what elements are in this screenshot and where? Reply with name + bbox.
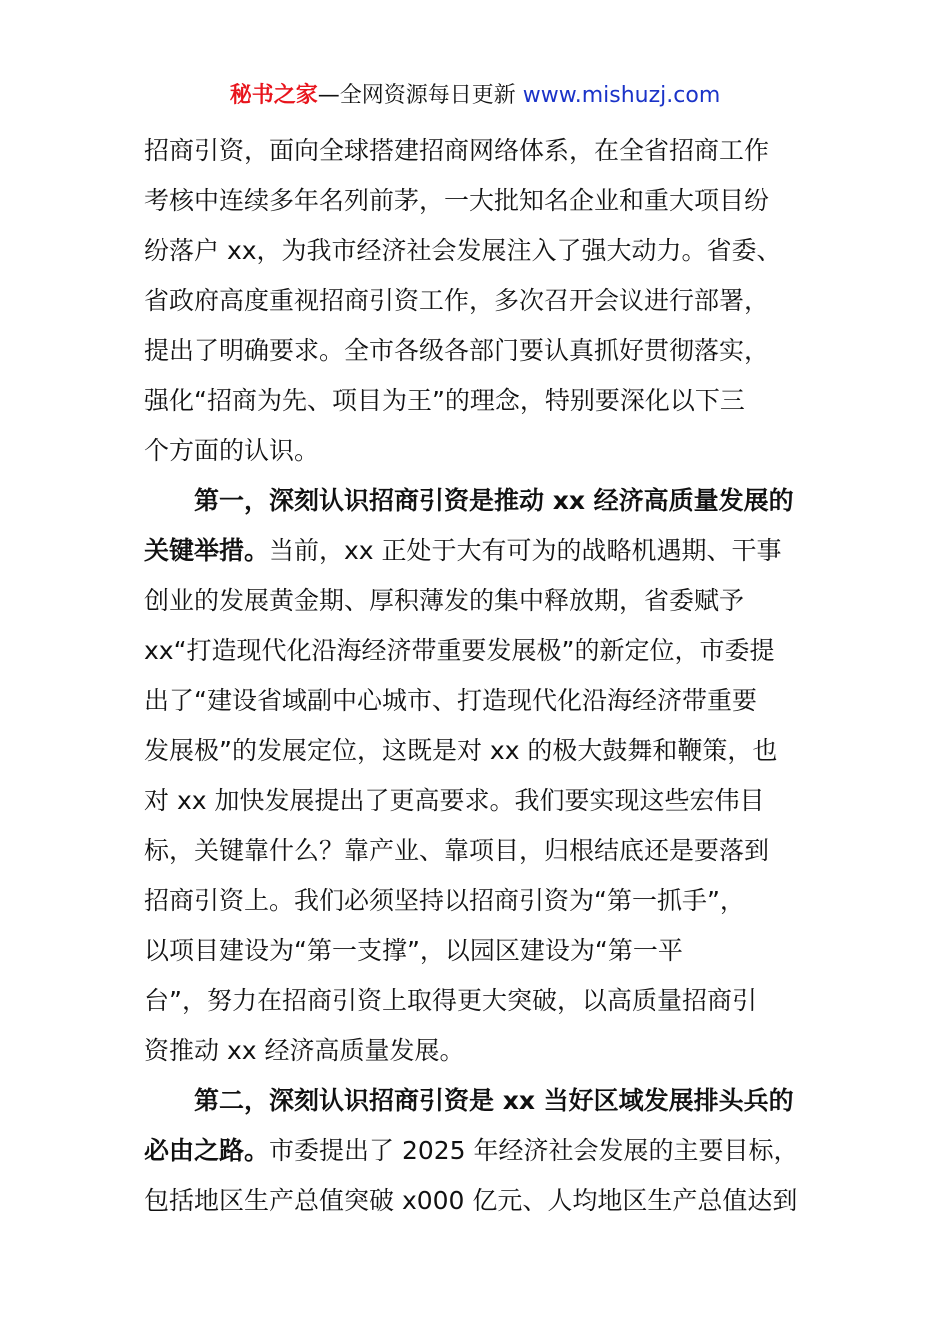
header-brand: 秘书之家 bbox=[229, 83, 318, 108]
text-line bbox=[144, 926, 808, 976]
body-text-run: 台”，努力在招商引资上取得更大突破，以高质量招商引 bbox=[144, 986, 757, 1015]
text-line bbox=[144, 1076, 808, 1126]
text-line bbox=[144, 426, 808, 476]
body-text-run: 包括地区生产总值突破 x000 亿元、人均地区生产总值达到 bbox=[144, 1186, 798, 1215]
body-text-run: 强化“招商为先、项目为王”的理念，特别要深化以下三 bbox=[144, 386, 745, 415]
text-line bbox=[144, 1176, 808, 1226]
bold-heading-text: 必由之路。 bbox=[144, 1136, 270, 1165]
body-text-run: 市委提出了 2025 年经济社会发展的主要目标， bbox=[269, 1136, 799, 1165]
bold-heading-text: 关键举措。 bbox=[144, 536, 270, 565]
body-text-run: 省政府高度重视招商引资工作，多次召开会议进行部署， bbox=[144, 286, 770, 315]
body-text-run: 个方面的认识。 bbox=[144, 436, 320, 465]
body-text-run: 纷落户 xx，为我市经济社会发展注入了强大动力。省委、 bbox=[144, 236, 782, 265]
text-line bbox=[144, 376, 808, 426]
text-line bbox=[144, 876, 808, 926]
text-line bbox=[144, 276, 808, 326]
body-text-run: 标，关键靠什么？靠产业、靠项目，归根结底还是要落到 bbox=[144, 836, 770, 865]
body-text-run: 对 xx 加快发展提出了更高要求。我们要实现这些宏伟目 bbox=[144, 786, 765, 815]
bold-heading-text: 第一，深刻认识招商引资是推动 xx 经济高质量发展的 bbox=[194, 486, 794, 515]
text-line bbox=[144, 776, 808, 826]
body-text-run: 创业的发展黄金期、厚积薄发的集中释放期，省委赋予 bbox=[144, 586, 745, 615]
text-line bbox=[144, 576, 808, 626]
text-line bbox=[144, 126, 808, 176]
body-text-run: 招商引资，面向全球搭建招商网络体系，在全省招商工作 bbox=[144, 136, 770, 165]
bold-heading-text: 第二，深刻认识招商引资是 xx 当好区域发展排头兵的 bbox=[194, 1086, 794, 1115]
text-line bbox=[144, 676, 808, 726]
text-line bbox=[144, 626, 808, 676]
body-text-run: 提出了明确要求。全市各级各部门要认真抓好贯彻落实， bbox=[144, 336, 770, 365]
text-line bbox=[144, 476, 808, 526]
body-text-run: xx“打造现代化沿海经济带重要发展极”的新定位，市委提 bbox=[144, 636, 775, 665]
text-line bbox=[144, 1026, 808, 1076]
header-tagline: —全网资源每日更新 bbox=[317, 83, 523, 108]
body-text-run: 资推动 xx 经济高质量发展。 bbox=[144, 1036, 465, 1065]
text-line bbox=[144, 826, 808, 876]
watermark-header bbox=[0, 80, 950, 112]
body-text-run: 以项目建设为“第一支撑”，以园区建设为“第一平 bbox=[144, 936, 683, 965]
header-site-link[interactable]: www.mishuzj.com bbox=[522, 83, 721, 108]
text-line bbox=[144, 726, 808, 776]
text-line bbox=[144, 226, 808, 276]
body-text-run: 当前，xx 正处于大有可为的战略机遇期、干事 bbox=[269, 536, 782, 565]
body-text-run: 出了“建设省域副中心城市、打造现代化沿海经济带重要 bbox=[144, 686, 757, 715]
body-text-run: 考核中连续多年名列前茅，一大批知名企业和重大项目纷 bbox=[144, 186, 770, 215]
text-line bbox=[144, 976, 808, 1026]
document-body bbox=[144, 126, 808, 1226]
body-text-run: 招商引资上。我们必须坚持以招商引资为“第一抓手”， bbox=[144, 886, 745, 915]
text-line bbox=[144, 176, 808, 226]
body-text-run: 发展极”的发展定位，这既是对 xx 的极大鼓舞和鞭策，也 bbox=[144, 736, 778, 765]
text-line bbox=[144, 526, 808, 576]
text-line bbox=[144, 1126, 808, 1176]
text-line bbox=[144, 326, 808, 376]
